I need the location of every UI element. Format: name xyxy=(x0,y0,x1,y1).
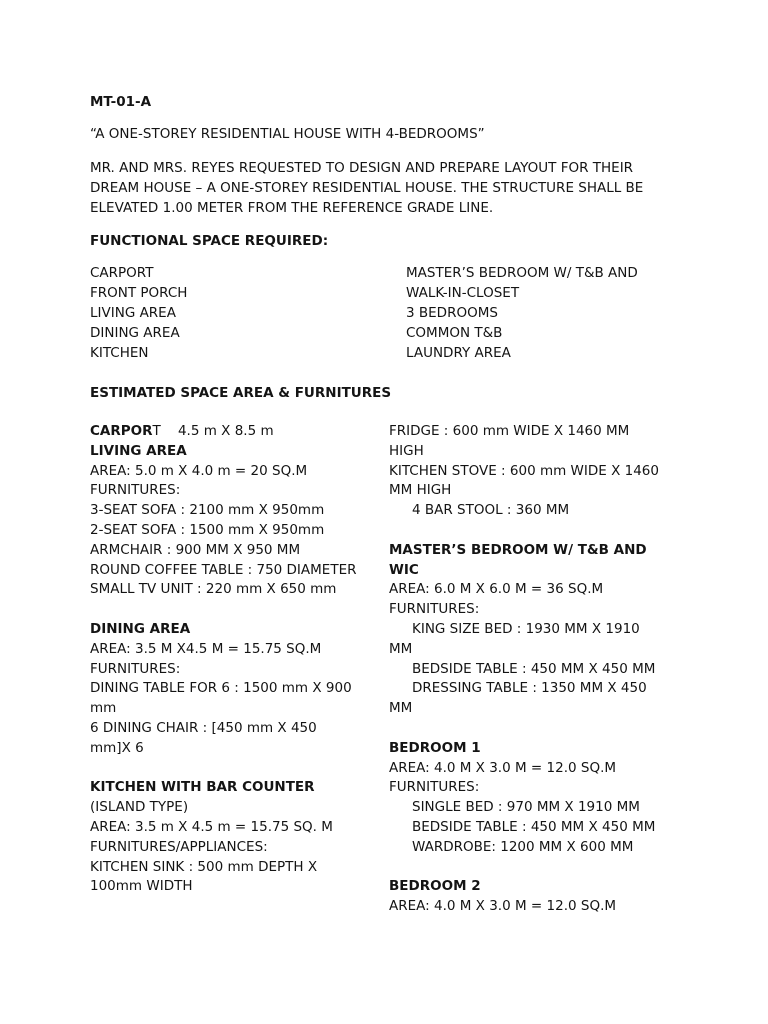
right-column xyxy=(389,422,689,917)
spacer xyxy=(90,600,380,620)
functional-space-item: CARPORT xyxy=(90,265,154,281)
document-code: MT-01-A xyxy=(90,94,152,110)
kitchen-line: 100mm WIDTH xyxy=(90,878,193,895)
carport-label-tail: T xyxy=(152,423,161,439)
dining-area-heading: DINING AREA xyxy=(90,620,191,637)
kitchen-appliance-line: KITCHEN STOVE : 600 mm WIDE X 1460 xyxy=(389,462,659,479)
kitchen-line: (ISLAND TYPE) xyxy=(90,799,189,816)
spacer xyxy=(389,521,689,541)
kitchen-appliance-line: HIGH xyxy=(389,442,424,459)
kitchen-appliance-line: FRIDGE : 600 mm WIDE X 1460 MM xyxy=(389,423,630,439)
living-area-line: SMALL TV UNIT : 220 mm X 650 mm xyxy=(90,581,337,598)
spacer xyxy=(389,719,689,739)
kitchen-heading: KITCHEN WITH BAR COUNTER xyxy=(90,779,315,796)
carport-label: CARPOR xyxy=(90,423,153,439)
functional-space-item: LIVING AREA xyxy=(90,305,176,321)
kitchen-line: FURNITURES/APPLIANCES: xyxy=(90,838,268,855)
left-column xyxy=(90,422,380,897)
kitchen-line: KITCHEN SINK : 500 mm DEPTH X xyxy=(90,858,318,875)
kitchen-line: AREA: 3.5 m X 4.5 m = 15.75 SQ. M xyxy=(90,818,333,835)
bedroom-1-area: AREA: 4.0 M X 3.0 M = 12.0 SQ.M xyxy=(389,759,617,776)
functional-space-item: LAUNDRY AREA xyxy=(406,345,511,361)
functional-space-item: COMMON T&B xyxy=(406,325,503,341)
functional-space-item: 3 BEDROOMS xyxy=(406,305,498,321)
bedroom-1-furnitures-label: FURNITURES: xyxy=(389,779,480,796)
functional-space-item: FRONT PORCH xyxy=(90,285,188,301)
bedroom-1-heading: BEDROOM 1 xyxy=(389,739,481,756)
functional-space-heading: FUNCTIONAL SPACE REQUIRED: xyxy=(90,233,329,249)
carport-dimensions: 4.5 m X 8.5 m xyxy=(177,423,274,439)
living-area-line: 3-SEAT SOFA : 2100 mm X 950mm xyxy=(90,502,325,519)
functional-space-item: KITCHEN xyxy=(90,345,149,361)
dining-area-line: AREA: 3.5 M X4.5 M = 15.75 SQ.M xyxy=(90,640,322,657)
living-area-line: AREA: 5.0 m X 4.0 m = 20 SQ.M xyxy=(90,462,308,479)
living-area-heading: LIVING AREA xyxy=(90,442,187,459)
bar-stool-line: 4 BAR STOOL : 360 MM xyxy=(412,502,570,519)
master-bedroom-item: DRESSING TABLE : 1350 MM X 450 xyxy=(412,680,647,697)
living-area-line: 2-SEAT SOFA : 1500 mm X 950mm xyxy=(90,521,325,538)
dining-area-line: DINING TABLE FOR 6 : 1500 mm X 900 xyxy=(90,680,352,697)
bedroom-1-item: BEDSIDE TABLE : 450 MM X 450 MM xyxy=(412,818,656,835)
kitchen-appliance-line: MM HIGH xyxy=(389,482,452,499)
intro-line: MR. AND MRS. REYES REQUESTED TO DESIGN AND PREPARE LAYOUT FOR THEIR xyxy=(90,160,634,176)
spacer xyxy=(90,759,380,779)
master-bedroom-area: AREA: 6.0 M X 6.0 M = 36 SQ.M xyxy=(389,581,604,598)
master-bedroom-item: KING SIZE BED : 1930 MM X 1910 xyxy=(412,620,640,637)
living-area-line: ARMCHAIR : 900 MM X 950 MM xyxy=(90,541,301,558)
functional-space-item: MASTER’S BEDROOM W/ T&B AND xyxy=(406,265,638,281)
master-bedroom-heading: MASTER’S BEDROOM W/ T&B AND xyxy=(389,541,647,558)
intro-line: ELEVATED 1.00 METER FROM THE REFERENCE GRADE LINE. xyxy=(90,200,494,216)
dining-area-line: mm]X 6 xyxy=(90,739,144,756)
living-area-line: FURNITURES: xyxy=(90,482,181,499)
bedroom-2-area: AREA: 4.0 M X 3.0 M = 12.0 SQ.M xyxy=(389,898,617,915)
estimated-space-heading: ESTIMATED SPACE AREA & FURNITURES xyxy=(90,385,392,401)
project-title: “A ONE-STOREY RESIDENTIAL HOUSE WITH 4-BEDROOMS” xyxy=(90,126,485,142)
intro-line: DREAM HOUSE – A ONE-STOREY RESIDENTIAL HOUSE. THE STRUCTURE SHALL BE xyxy=(90,180,644,196)
bedroom-2-heading: BEDROOM 2 xyxy=(389,878,481,895)
master-bedroom-item-cont: MM xyxy=(389,700,413,717)
dining-area-line: mm xyxy=(90,700,117,717)
functional-space-item: DINING AREA xyxy=(90,325,180,341)
spacer xyxy=(389,858,689,878)
master-bedroom-item: BEDSIDE TABLE : 450 MM X 450 MM xyxy=(412,660,656,677)
carport-line xyxy=(90,422,380,442)
bedroom-1-item: SINGLE BED : 970 MM X 1910 MM xyxy=(412,799,640,816)
bedroom-1-item: WARDROBE: 1200 MM X 600 MM xyxy=(412,838,634,855)
functional-space-item: WALK-IN-CLOSET xyxy=(406,285,520,301)
dining-area-line: FURNITURES: xyxy=(90,660,181,677)
master-bedroom-furnitures-label: FURNITURES: xyxy=(389,601,480,618)
living-area-line: ROUND COFFEE TABLE : 750 DIAMETER xyxy=(90,561,357,578)
dining-area-line: 6 DINING CHAIR : [450 mm X 450 xyxy=(90,719,317,736)
master-bedroom-item-cont: MM xyxy=(389,640,413,657)
master-bedroom-heading: WIC xyxy=(389,561,419,578)
